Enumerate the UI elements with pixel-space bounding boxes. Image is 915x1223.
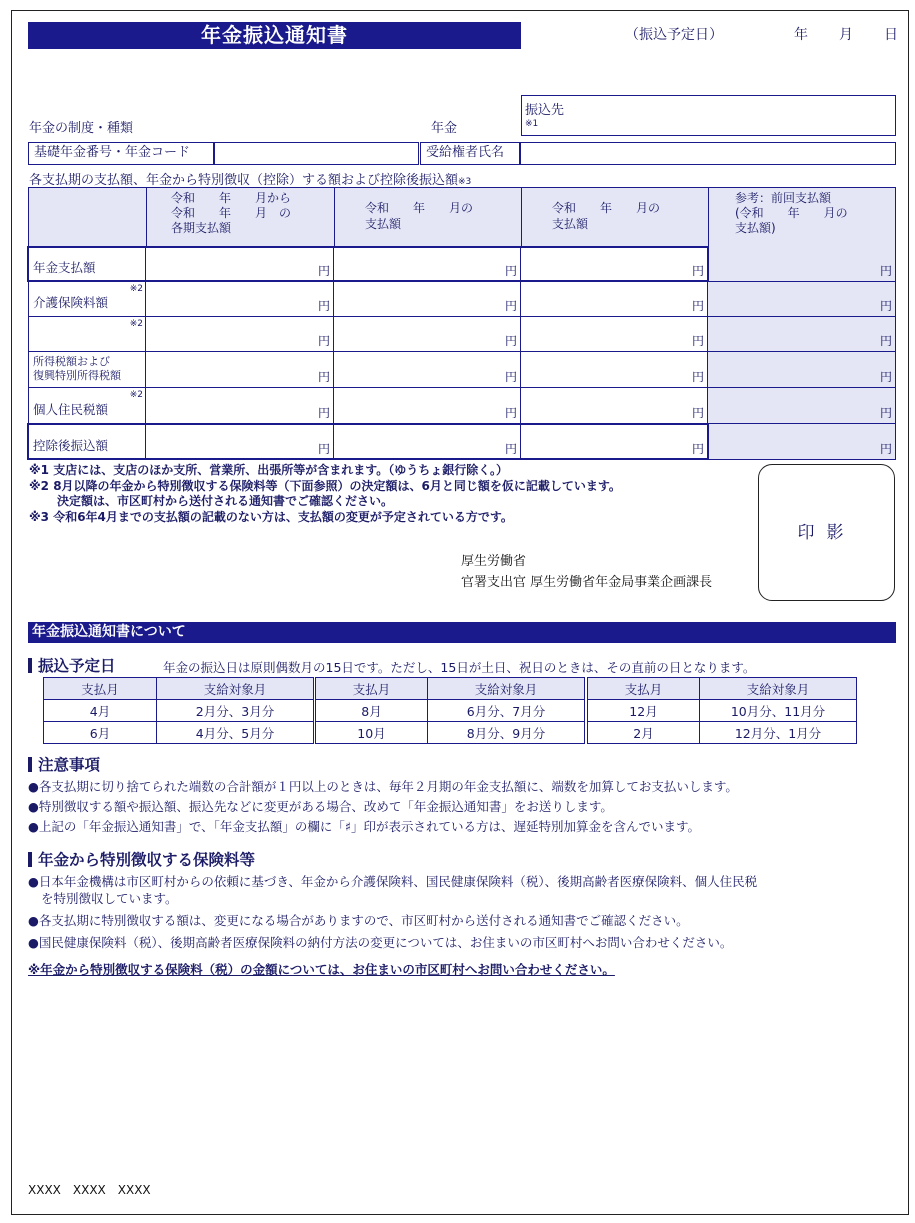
yen-unit: 円 bbox=[691, 442, 704, 456]
note2: ※2 8月以降の年金から特別徴収する保険料等（下面参照）の決定額は、6月と同じ額を仮に記載しています。 bbox=[29, 478, 621, 493]
note2-continued: 決定額は、市区町村から送付される通知書でご確認ください。 bbox=[57, 494, 394, 508]
yen-unit: 円 bbox=[317, 264, 330, 278]
yen-unit: 円 bbox=[504, 406, 517, 420]
yen-unit: 円 bbox=[504, 264, 517, 278]
amount-cell bbox=[334, 282, 521, 317]
amount-cell bbox=[146, 247, 334, 282]
note1-mark: ※1 bbox=[525, 119, 539, 129]
stamp-box: 印影 bbox=[758, 464, 895, 601]
amount-cell bbox=[334, 424, 521, 460]
schedule-table-1: 支払月 支給対象月 4月 2月分、3月分 6月 4月分、5月分 bbox=[43, 677, 314, 744]
yen-unit: 円 bbox=[504, 442, 517, 456]
amount-cell bbox=[334, 317, 521, 352]
special-collection-list bbox=[28, 873, 757, 951]
amount-cell bbox=[521, 247, 708, 282]
row-label-cell bbox=[28, 282, 146, 317]
amount-cell bbox=[708, 424, 896, 460]
table-caption: 各支払期の支払額、年金から特別徴収（控除）する額および控除後振込額※3 bbox=[29, 173, 472, 188]
inquiry-note: ※年金から特別徴収する保険料（税）の金額については、お住まいの市区町村へお問い合わせください。 bbox=[28, 962, 615, 977]
amount-cell bbox=[146, 388, 334, 424]
yen-unit: 円 bbox=[317, 370, 330, 384]
footer-code: XXXX XXXX XXXX bbox=[28, 1183, 151, 1197]
amount-cell bbox=[521, 282, 708, 317]
recipient-name-label: 受給権者氏名 bbox=[420, 142, 520, 165]
special-item: ●日本年金機構は市区町村からの依頼に基づき、年金から介護保険料、国民健康保険料（税）、後期高齢者医療保険料、個人住民税 bbox=[28, 874, 758, 889]
yen-unit: 円 bbox=[691, 406, 704, 420]
row-label: 年金支払額 bbox=[33, 260, 96, 275]
about-section-bar: 年金振込通知書について bbox=[28, 622, 896, 643]
special-collection-heading: 年金から特別徴収する保険料等 bbox=[28, 848, 255, 870]
row-note-mark: ※2 bbox=[129, 390, 143, 400]
official-title: 官署支出官 厚生労働省年金局事業企画課長 bbox=[461, 575, 713, 590]
amount-cell bbox=[146, 282, 334, 317]
amount-cell bbox=[146, 352, 334, 388]
yen-unit: 円 bbox=[879, 442, 892, 456]
transfer-destination-box bbox=[521, 95, 896, 136]
schedule-table-2: 支払月 支給対象月 8月 6月分、7月分 10月 8月分、9月分 bbox=[315, 677, 585, 744]
row-label: 介護保険料額 bbox=[33, 295, 109, 310]
document-title: 年金振込通知書 bbox=[28, 22, 521, 49]
yen-unit: 円 bbox=[879, 299, 892, 313]
amount-cell bbox=[334, 388, 521, 424]
col-header-month1: 令和 年 月の 支払額 bbox=[335, 188, 522, 248]
row-label-cell bbox=[28, 388, 146, 424]
note1: ※1 支店には、支店のほか支所、営業所、出張所等が含まれます。（ゆうちょ銀行除く。） bbox=[29, 463, 508, 477]
yen-unit: 円 bbox=[879, 334, 892, 348]
recipient-name-field bbox=[520, 142, 896, 165]
row-label: 所得税額および 復興特別所得税額 bbox=[33, 355, 121, 382]
month-label: 月 bbox=[839, 27, 853, 43]
yen-unit: 円 bbox=[879, 406, 892, 420]
amount-cell bbox=[521, 388, 708, 424]
yen-unit: 円 bbox=[504, 299, 517, 313]
yen-unit: 円 bbox=[691, 370, 704, 384]
schedule-heading: 振込予定日 bbox=[28, 654, 116, 676]
yen-unit: 円 bbox=[691, 264, 704, 278]
amount-cell bbox=[521, 352, 708, 388]
table-corner-cell bbox=[29, 188, 147, 248]
row-note-mark: ※2 bbox=[129, 319, 143, 329]
yen-unit: 円 bbox=[317, 334, 330, 348]
yen-unit: 円 bbox=[317, 442, 330, 456]
col-header-period: 令和 年 月から 令和 年 月 の 各期支払額 bbox=[147, 188, 335, 248]
amount-cell bbox=[521, 317, 708, 352]
amount-cell bbox=[708, 352, 896, 388]
special-item-continued: を特別徴収しています。 bbox=[41, 891, 178, 906]
ministry-name: 厚生労働省 bbox=[461, 554, 527, 569]
row-label-cell bbox=[28, 317, 146, 352]
basic-pension-number-field bbox=[214, 142, 419, 165]
year-label: 年 bbox=[794, 27, 808, 43]
row-label-cell bbox=[28, 424, 146, 460]
pension-label: 年金 bbox=[431, 121, 458, 136]
yen-unit: 円 bbox=[879, 264, 892, 278]
row-label-cell bbox=[28, 352, 146, 388]
col-header-previous: 参考：前回支払額 (令和 年 月の 支払額) bbox=[709, 188, 896, 248]
amount-cell bbox=[708, 388, 896, 424]
caution-item: ●特別徴収する額や振込額、振込先などに変更がある場合、改めて「年金振込通知書」をお送りします。 bbox=[28, 799, 613, 814]
pension-system-label: 年金の制度・種類 bbox=[29, 121, 134, 136]
yen-unit: 円 bbox=[691, 299, 704, 313]
amount-cell bbox=[521, 424, 708, 460]
basic-pension-number-label: 基礎年金番号・年金コード bbox=[28, 142, 214, 165]
special-item: ●国民健康保険料（税）、後期高齢者医療保険料の納付方法の変更については、お住まいの市区町村へお問い合わせください。 bbox=[28, 935, 733, 950]
amount-cell bbox=[708, 317, 896, 352]
amount-cell bbox=[146, 424, 334, 460]
yen-unit: 円 bbox=[504, 334, 517, 348]
row-label: 控除後振込額 bbox=[33, 438, 109, 453]
caution-heading: 注意事項 bbox=[28, 753, 100, 775]
row-label: 個人住民税額 bbox=[33, 402, 109, 417]
row-note-mark: ※2 bbox=[129, 284, 143, 294]
schedule-table-3: 支払月 支給対象月 12月 10月分、11月分 2月 12月分、1月分 bbox=[587, 677, 857, 744]
yen-unit: 円 bbox=[879, 370, 892, 384]
amount-cell bbox=[708, 282, 896, 317]
special-item: ●各支払期に特別徴収する額は、変更になる場合がありますので、市区町村から送付される通知書でご確認ください。 bbox=[28, 913, 689, 928]
caution-item: ●各支払期に切り捨てられた端数の合計額が１円以上のときは、毎年２月期の年金支払額に、端数を加算してお支払いします。 bbox=[28, 779, 738, 794]
amount-cell bbox=[334, 247, 521, 282]
day-label: 日 bbox=[884, 27, 898, 43]
col-header-month2: 令和 年 月の 支払額 bbox=[522, 188, 709, 248]
yen-unit: 円 bbox=[504, 370, 517, 384]
caution-list bbox=[28, 777, 738, 837]
schedule-description: 年金の振込日は原則偶数月の15日です。ただし、15日が土日、祝日のときは、その直前の日となります。 bbox=[163, 660, 756, 675]
caution-item: ●上記の「年金振込通知書」で、「年金支払額」の欄に「♯」印が表示されている方は、遅延特別加算金を含んでいます。 bbox=[28, 819, 700, 834]
yen-unit: 円 bbox=[317, 299, 330, 313]
footnotes bbox=[29, 463, 621, 525]
payment-date-label: （振込予定日） bbox=[625, 27, 723, 43]
yen-unit: 円 bbox=[317, 406, 330, 420]
yen-unit: 円 bbox=[691, 334, 704, 348]
amount-cell bbox=[708, 247, 896, 282]
transfer-destination-label: 振込先 bbox=[525, 103, 565, 118]
amount-cell bbox=[334, 352, 521, 388]
note3: ※3 令和6年4月までの支払額の記載のない方は、支払額の変更が予定されている方です。 bbox=[29, 509, 513, 524]
row-label-cell bbox=[28, 247, 146, 282]
amount-cell bbox=[146, 317, 334, 352]
